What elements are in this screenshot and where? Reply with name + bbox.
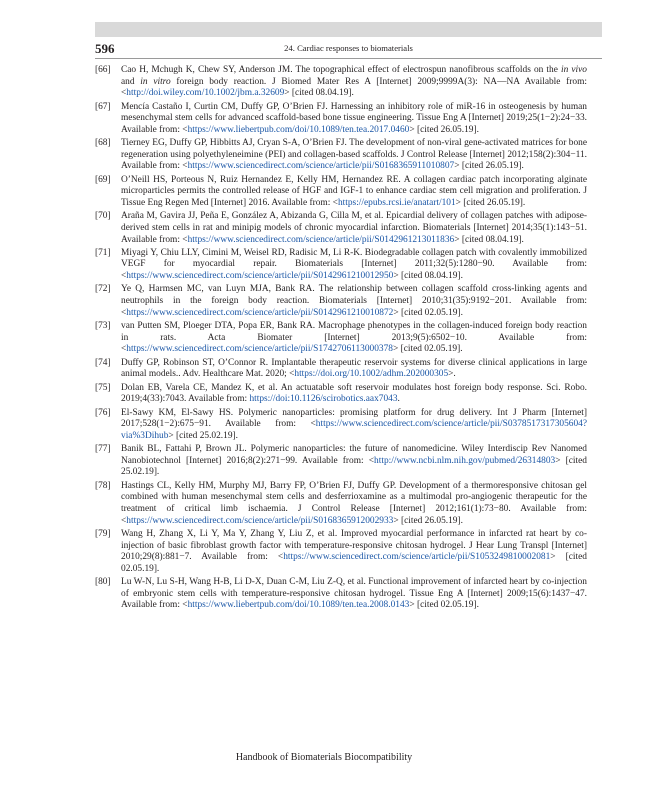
reference-number: [80] <box>95 577 111 588</box>
reference-link[interactable]: https://www.sciencedirect.com/science/article/pii/S0378517317305604?via%3Dihub <box>121 419 587 441</box>
reference-text: Mencía Castaño I, Curtin CM, Duffy GP, O’Brien FJ. Harnessing an inhibitory role of miR-16 in osteogenesis by human mesenchymal stem cells for advanced scaffold-based bone tissue engineering. Tissue Eng A [Internet] 2019;25(1−2):24−33. Available from: < <box>121 101 587 135</box>
reference-body <box>121 529 587 574</box>
reference-text: and <box>121 76 141 87</box>
reference-body <box>121 248 587 281</box>
reference-number: [76] <box>95 407 111 418</box>
reference-link[interactable]: https://www.sciencedirect.com/science/article/pii/S1053249810002081 <box>283 552 551 563</box>
reference-number: [78] <box>95 480 111 491</box>
reference-cited-date: > [cited 25.02.19]. <box>121 455 587 478</box>
reference-link[interactable]: https://www.sciencedirect.com/science/article/pii/S1742706113000378 <box>126 344 393 355</box>
reference-body <box>121 211 587 244</box>
reference-entry <box>95 138 587 173</box>
reference-body <box>121 358 587 380</box>
reference-body <box>121 481 587 526</box>
header-rule <box>95 58 602 59</box>
reference-cited-date: > [cited 02.05.19]. <box>409 600 479 611</box>
reference-number: [67] <box>95 101 111 112</box>
reference-text: foreign body reaction. J Biomed Mater Res A [Internet] 2009;9999A(3): NA—NA Available from: < <box>121 76 587 99</box>
reference-entry <box>95 577 587 612</box>
reference-link[interactable]: https://epubs.rcsi.ie/anatart/101 <box>337 197 456 208</box>
reference-body <box>121 284 587 317</box>
reference-cited-date: > [cited 02.05.19]. <box>393 307 463 318</box>
reference-text: Lu W-N, Lu S-H, Wang H-B, Li D-X, Duan C-M, Liu Z-Q, et al. Functional improvement of infarcted heart by co-injection of embryonic stem cells with temperature-responsive chitosan hydrogel. Tissue Eng A [Internet] 2009;15(6):1437−47. Available from: < <box>121 577 587 611</box>
top-shaded-bar <box>95 22 602 37</box>
reference-link[interactable]: http://www.ncbi.nlm.nih.gov/pubmed/26314803 <box>374 455 556 466</box>
reference-entry <box>95 481 587 527</box>
reference-text: Banik BL, Fattahi P, Brown JL. Polymeric nanoparticles: the future of nanomedicine. Wiley Interdiscip Rev Nanomed Nanobiotechnol [Internet] 2016;8(2):271−99. Available from: < <box>121 444 587 466</box>
reference-link[interactable]: https://www.sciencedirect.com/science/article/pii/S0142961210010872 <box>126 307 394 318</box>
reference-body <box>121 102 587 135</box>
reference-list <box>95 65 587 614</box>
reference-link[interactable]: https://www.liebertpub.com/doi/10.1089/ten.tea.2008.0143 <box>187 600 410 611</box>
reference-link[interactable]: https://www.sciencedirect.com/science/article/pii/S0168365911010807 <box>187 161 455 172</box>
reference-number: [68] <box>95 138 111 149</box>
reference-body <box>121 175 587 208</box>
reference-body <box>121 65 587 98</box>
reference-number: [70] <box>95 211 111 222</box>
reference-text: Ye Q, Harmsen MC, van Luyn MJA, Bank RA. The relationship between collagen scaffold cross-linking agents and neutrophils in the foreign body reaction. Biomaterials [Internet] 2010;31(35):9192−201. Available from: < <box>121 284 587 318</box>
reference-cited-date: > [cited 25.02.19]. <box>168 430 238 441</box>
reference-link[interactable]: https://www.sciencedirect.com/science/article/pii/S0142961210012950 <box>126 271 394 282</box>
reference-number: [77] <box>95 444 111 455</box>
reference-body <box>121 444 587 477</box>
reference-body <box>121 408 587 441</box>
reference-number: [71] <box>95 247 111 258</box>
reference-link[interactable]: https://doi:10.1126/scirobotics.aax7043 <box>249 394 398 405</box>
reference-cited-date: . <box>397 394 400 405</box>
reference-cited-date: > [cited 08.04.19]. <box>284 88 354 99</box>
reference-text: El-Sawy KM, El-Sawy HS. Polymeric nanoparticles: promising platform for drug delivery. Int J Pharm [Internet] 2017;528(1−2):675−91. Available from: < <box>121 407 587 430</box>
reference-cited-date: > [cited 02.05.19]. <box>121 552 587 574</box>
reference-number: [69] <box>95 174 111 185</box>
reference-text: Cao H, Mchugh K, Chew SY, Anderson JM. The topographical effect of electrospun nanofibrous scaffolds on the <box>121 65 561 75</box>
reference-cited-date: >. <box>448 369 456 380</box>
reference-text: Hastings CL, Kelly HM, Murphy MJ, Barry FP, O’Brien FJ, Duffy GP. Development of a thermoresponsive chitosan gel combined with human mesenchymal stem cells and desferrioxamine as a multimodal pro-angiogenic therapeutic for the treatment of critical limb ischaemia. J Control Release [Internet] 2012;161(1):73−80. Available from: < <box>121 480 587 526</box>
page-header <box>95 41 602 57</box>
reference-number: [66] <box>95 65 111 75</box>
reference-text: O’Neill HS, Porteous N, Ruiz Hernandez E, Kelly HM, Hernandez RE. A collagen cardiac patch incorporating alginate microparticles permits the controlled release of HGF and IGF-1 to enhance cardiac stem cell migration and proliferation. J Tissue Eng Regen Med [Internet] 2016. Available from: < <box>121 174 587 208</box>
reference-cited-date: > [cited 08.04.19]. <box>454 234 524 245</box>
reference-link[interactable]: https://www.liebertpub.com/doi/10.1089/ten.tea.2017.0460 <box>187 124 410 135</box>
reference-entry <box>95 383 587 406</box>
reference-italic: in vitro <box>140 76 171 87</box>
reference-cited-date: > [cited 02.05.19]. <box>392 344 463 355</box>
reference-text: Duffy GP, Robinson ST, O’Connor R. Implantable therapeutic reservoir systems for diverse clinical applications in large animal models.. Adv. Healthcare Mat. 2020; < <box>121 357 587 380</box>
reference-body <box>121 383 587 405</box>
reference-entry <box>95 529 587 575</box>
reference-cited-date: > [cited 26.05.19]. <box>455 197 526 208</box>
reference-cited-date: > [cited 08.04.19]. <box>393 271 463 282</box>
reference-entry <box>95 211 587 246</box>
reference-text: van Putten SM, Ploeger DTA, Popa ER, Bank RA. Macrophage phenotypes in the collagen-induced foreign body reaction in rats. Acta Biomater [Internet] 2013;9(5):6502−10. Available from: < <box>121 321 587 355</box>
reference-cited-date: > [cited 26.05.19]. <box>393 515 463 526</box>
reference-entry <box>95 175 587 210</box>
reference-body <box>121 138 587 171</box>
reference-link[interactable]: https://www.sciencedirect.com/science/article/pii/S0142961213011836 <box>187 234 455 245</box>
reference-number: [79] <box>95 528 111 539</box>
footer-book-title: Handbook of Biomaterials Biocompatibility <box>235 752 413 763</box>
reference-number: [72] <box>95 284 111 295</box>
reference-link[interactable]: https://www.sciencedirect.com/science/article/pii/S0168365912002933 <box>126 515 394 526</box>
reference-text: Wang H, Zhang X, Li Y, Ma Y, Zhang Y, Liu Z, et al. Improved myocardial performance in infarcted rat heart by co-injection of basic fibroblast growth factor with temperature-responsive chitosan hydrogel. J Hear Lung Transpl [Internet] 2010;29(8):881−7. Available from: < <box>121 528 587 563</box>
reference-entry <box>95 444 587 479</box>
reference-entry <box>95 248 587 283</box>
reference-body <box>121 577 587 610</box>
reference-text: Dolan EB, Varela CE, Mandez K, et al. An actuatable soft reservoir modulates host foreign body response. Sci. Robo. 2019;4(33):7043. Available from: <box>121 382 587 405</box>
reference-entry <box>95 65 587 100</box>
reference-text: Araña M, Gavira JJ, Peña E, González A, Abizanda G, Cilla M, et al. Epicardial delivery of collagen patches with adipose-derived stem cells in rat and minipig models of chronic myocardial infarction. Biomaterials [Internet] 2014;35(1):143−51. Available from: < <box>121 211 587 245</box>
reference-entry <box>95 358 587 381</box>
reference-body <box>121 321 587 354</box>
reference-entry <box>95 408 587 443</box>
reference-cited-date: > [cited 26.05.19]. <box>409 124 479 135</box>
reference-text: Miyagi Y, Chiu LLY, Cimini M, Weisel RD, Radisic M, Li R-K. Biodegradable collagen patch with covalently immobilized VEGF for myocardial repair. Biomaterials [Internet] 2011;32(5):1280−90. Available from: < <box>121 247 587 282</box>
reference-link[interactable]: http://doi.wiley.com/10.1002/jbm.a.32609 <box>126 88 285 99</box>
reference-link[interactable]: https://doi.org/10.1002/adhm.202000305 <box>294 369 449 380</box>
running-head: 24. Cardiac responses to biomaterials <box>284 43 413 53</box>
reference-entry <box>95 284 587 319</box>
reference-number: [73] <box>95 321 111 332</box>
reference-number: [74] <box>95 357 111 368</box>
reference-cited-date: > [cited 26.05.19]. <box>454 161 524 172</box>
reference-entry <box>95 321 587 356</box>
reference-number: [75] <box>95 382 111 393</box>
page-number: 596 <box>95 41 115 56</box>
reference-text: Tierney EG, Duffy GP, Hibbitts AJ, Cryan S-A, O’Brien FJ. The development of non-viral gene-activated matrices for bone regeneration using polyethyleneimine (PEI) and collagen-based scaffolds. J Control Release [Internet] 2012;158(2):304−11. Available from: < <box>121 138 587 172</box>
reference-entry <box>95 102 587 137</box>
reference-italic: in vivo <box>560 65 587 75</box>
